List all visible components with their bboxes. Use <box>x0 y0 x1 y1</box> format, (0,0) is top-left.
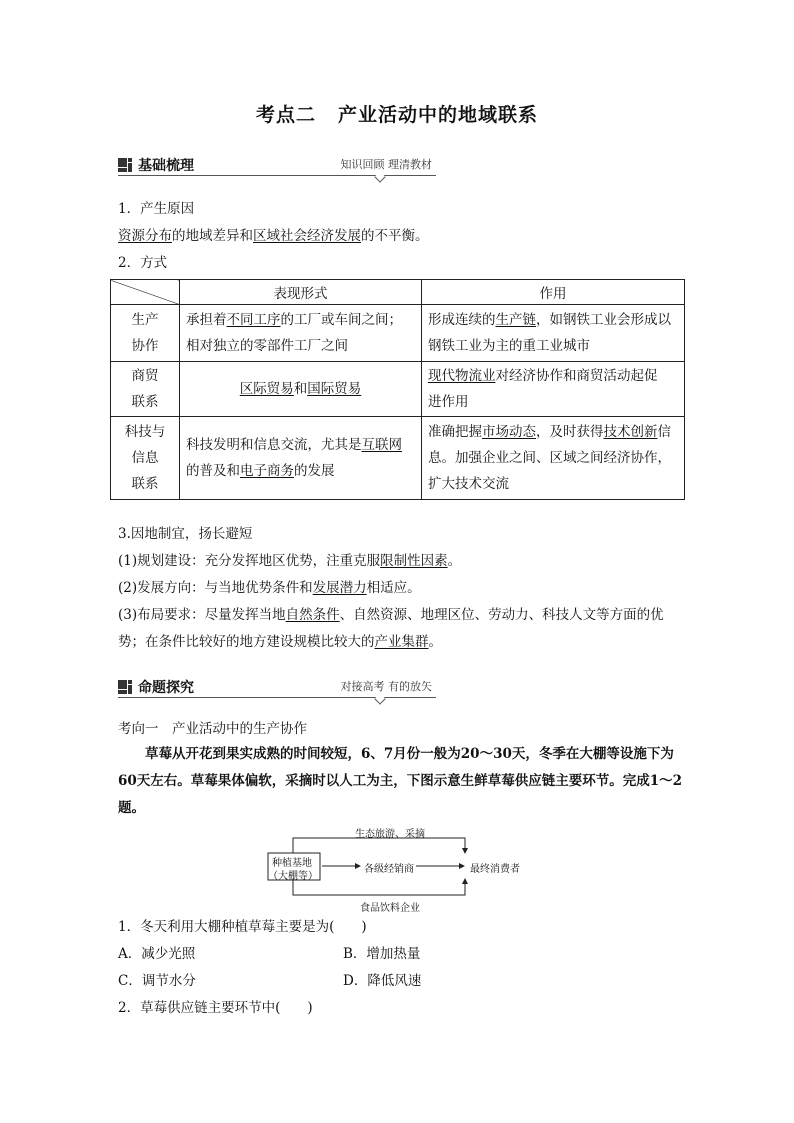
section-title: 基础梳理 <box>138 158 194 174</box>
section-header-basics <box>118 155 436 177</box>
item3-heading: 3.因地制宜，扬长避短 <box>118 526 253 542</box>
table-row: 科技与 信息 联系 科技发明和信息交流，尤其是互联网 的普及和电子商务的发展 准确把握市场动态，及时获得技术创新信 息。加强企业之间、区域之间经济协作， 扩大技术交流 <box>111 417 685 500</box>
question-1: 1．冬天利用大棚种植草莓主要是为( ) <box>118 919 367 935</box>
item3-line2: (2)发展方向：与当地优势条件和发展潜力相适应。 <box>118 580 421 596</box>
option-b: B．增加热量 <box>343 946 421 962</box>
node-planting-base-sub: （大棚等） <box>268 871 318 882</box>
section-square-icon <box>118 680 132 694</box>
title-part1: 考点二 <box>255 104 316 126</box>
blank-answer: 资源分布 <box>118 228 172 244</box>
node-eco-tourism: 生态旅游、采摘 <box>355 829 425 840</box>
item2-heading: 2．方式 <box>118 255 168 271</box>
node-food-companies: 食品饮料企业 <box>360 903 420 914</box>
item3-line4: 势；在条件比较好的地方建设规模比较大的产业集群。 <box>118 634 442 650</box>
section-title: 命题探究 <box>138 680 194 696</box>
option-d: D．降低风速 <box>343 973 422 989</box>
node-consumers: 最终消费者 <box>470 864 520 875</box>
question-2: 2．草莓供应链主要环节中( ) <box>118 1000 313 1016</box>
blank-answer: 区域社会经济发展 <box>253 228 361 244</box>
title-part2: 产业活动中的地域联系 <box>338 104 539 126</box>
table-diagonal-header <box>111 280 180 305</box>
item3-line3: (3)布局要求：尽量发挥当地自然条件、自然资源、地理区位、劳动力、科技人文等方面的优 <box>118 607 664 623</box>
item3-line1: (1)规划建设：充分发挥地区优势，注重克服限制性因素。 <box>118 553 462 569</box>
table-header: 作用 <box>422 280 685 305</box>
supply-chain-diagram <box>260 823 540 913</box>
item1-heading: 1．产生原因 <box>118 201 195 217</box>
section-tag: 知识回顾 理清教材 <box>340 158 432 171</box>
page-title <box>0 100 794 127</box>
section-square-icon <box>118 158 132 172</box>
item1-text: 资源分布的地域差异和区域社会经济发展的不平衡。 <box>118 228 429 244</box>
table-header: 表现形式 <box>180 280 422 305</box>
node-planting-base: 种植基地 <box>272 858 312 869</box>
option-c: C．调节水分 <box>118 973 196 989</box>
modes-table <box>110 279 685 500</box>
option-a: A．减少光照 <box>118 946 196 962</box>
section-tag: 对接高考 有的放矢 <box>340 680 432 693</box>
direction-heading: 考向一 产业活动中的生产协作 <box>118 721 307 737</box>
section-header-exploration <box>118 677 436 699</box>
node-distributors: 各级经销商 <box>364 864 414 875</box>
question-passage: 草莓从开花到果实成熟的时间较短，6、7月份一般为20～30天，冬季在大棚等设施下为60天左右。草莓果体偏软，采摘时以人工为主，下图示意生鲜草莓供应链主要环节。完成1～2题。 <box>118 746 683 816</box>
table-row: 商贸 联系 区际贸易和国际贸易 现代物流业对经济协作和商贸活动起促 进作用 <box>111 362 685 417</box>
table-row: 生产 协作 承担着不同工序的工厂或车间之间； 相对独立的零部件工厂之间 形成连续的生产链，如钢铁工业会形成以 钢铁工业为主的重工业城市 <box>111 305 685 362</box>
